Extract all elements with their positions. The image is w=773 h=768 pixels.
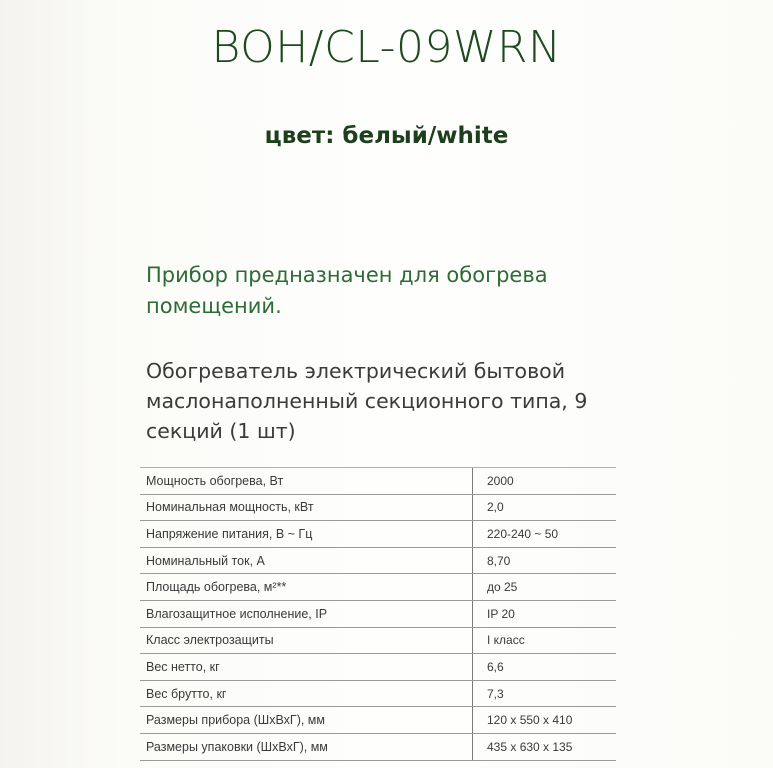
spec-label: Напряжение питания, В ~ Гц <box>140 521 473 548</box>
spec-label: Мощность обогрева, Вт <box>140 468 473 495</box>
spec-value: I класс <box>473 627 617 654</box>
spec-label: Номинальная мощность, кВт <box>140 494 473 521</box>
spec-label: Площадь обогрева, м²** <box>140 574 473 601</box>
spec-value: 2000 <box>473 468 617 495</box>
spec-value: 2,0 <box>473 494 617 521</box>
spec-value: 7,3 <box>473 680 617 707</box>
purpose-text: Прибор предназначен для обогрева помещений. <box>146 263 548 318</box>
spec-value: 6,6 <box>473 654 617 681</box>
spec-value: 120 x 550 x 410 <box>473 707 617 734</box>
table-row <box>140 574 616 601</box>
description-text: Обогреватель электрический бытовой маслонаполненный секционного типа, 9 секций (1 шт) <box>146 359 588 443</box>
spec-value: IP 20 <box>473 600 617 627</box>
spec-label: Вес нетто, кг <box>140 654 473 681</box>
spec-label: Класс электрозащиты <box>140 627 473 654</box>
specs-table <box>140 467 616 761</box>
table-row <box>140 680 616 707</box>
spec-label: Вес брутто, кг <box>140 680 473 707</box>
spec-value: 435 x 630 x 135 <box>473 733 617 760</box>
table-row <box>140 733 616 760</box>
spec-label: Номинальный ток, А <box>140 547 473 574</box>
table-row <box>140 468 616 495</box>
table-row <box>140 547 616 574</box>
spec-label: Размеры упаковки (ШхВхГ), мм <box>140 733 473 760</box>
table-row <box>140 707 616 734</box>
table-row <box>140 494 616 521</box>
table-row <box>140 627 616 654</box>
color-line: цвет: белый/white <box>264 123 509 149</box>
spec-label: Размеры прибора (ШхВхГ), мм <box>140 707 473 734</box>
table-row <box>140 600 616 627</box>
spec-label: Влагозащитное исполнение, IP <box>140 600 473 627</box>
table-row <box>140 521 616 548</box>
spec-value: до 25 <box>473 574 617 601</box>
table-row <box>140 654 616 681</box>
spec-value: 8,70 <box>473 547 617 574</box>
spec-value: 220-240 ~ 50 <box>473 521 617 548</box>
model-title: BOH/CL-09WRN <box>211 22 562 73</box>
